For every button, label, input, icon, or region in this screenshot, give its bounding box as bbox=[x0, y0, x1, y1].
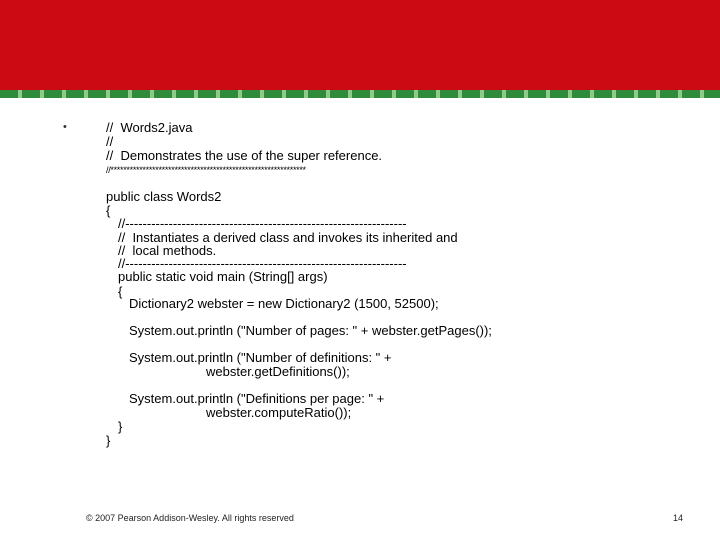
code-line: //----------------------------------------------------------------- bbox=[118, 256, 407, 271]
code-line: // Instantiates a derived class and invokes its inherited and bbox=[118, 230, 458, 245]
code-line: // local methods. bbox=[118, 243, 217, 258]
code-line: { bbox=[106, 203, 111, 218]
footer-copyright: © 2007 Pearson Addison-Wesley. All rights reserved bbox=[86, 513, 294, 523]
code-line: public class Words2 bbox=[106, 189, 222, 204]
code-line: webster.computeRatio()); bbox=[206, 405, 352, 420]
code-line: } bbox=[118, 419, 123, 434]
bullet: • bbox=[63, 121, 67, 133]
code-line: // bbox=[106, 134, 114, 149]
code-line: { bbox=[118, 284, 123, 299]
code-line: // Words2.java bbox=[106, 120, 193, 135]
code-line: Dictionary2 webster = new Dictionary2 (1500, 52500); bbox=[129, 296, 439, 311]
code-line: // Demonstrates the use of the super reference. bbox=[106, 148, 383, 163]
page-number: 14 bbox=[673, 513, 684, 523]
header-band bbox=[0, 0, 720, 90]
header-stripe bbox=[0, 90, 720, 98]
code-line: public static void main (String[] args) bbox=[118, 269, 328, 284]
code-line: //************************************************************* bbox=[106, 165, 306, 175]
code-line: } bbox=[106, 433, 111, 448]
code-line: System.out.println ("Number of definitions: " + bbox=[129, 350, 392, 365]
code-block bbox=[106, 121, 706, 461]
code-line: //----------------------------------------------------------------- bbox=[118, 216, 407, 231]
code-line: System.out.println ("Number of pages: " + webster.getPages()); bbox=[129, 323, 492, 338]
code-line: webster.getDefinitions()); bbox=[206, 364, 350, 379]
code-line: System.out.println ("Definitions per page: " + bbox=[129, 391, 385, 406]
